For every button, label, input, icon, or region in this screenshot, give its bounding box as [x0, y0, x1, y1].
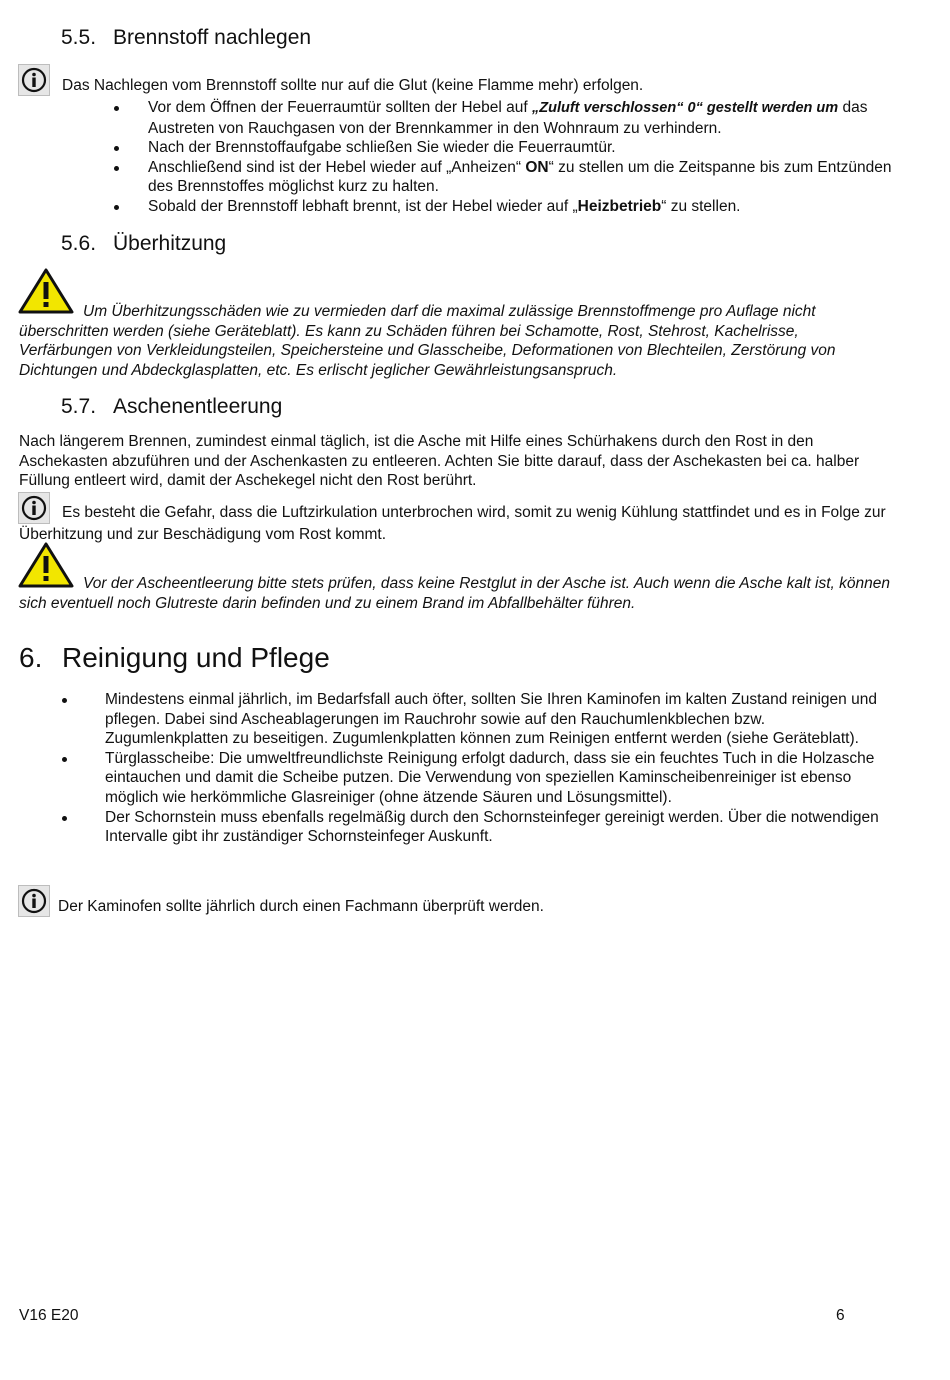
emphasis: „Zuluft verschlossen“ 0: [531, 100, 696, 116]
bullet-list-6: [62, 690, 890, 847]
chapter-heading-6: [19, 641, 330, 675]
section-heading-5-5: [61, 25, 311, 51]
list-item: Der Schornstein muss ebenfalls regelmäßig durch den Schornsteinfeger gereinigt werden. Über die notwendigen Intervalle gibt ihr zuständiger Schornsteinfeger Auskunft.: [62, 808, 890, 847]
chapter-title: Reinigung und Pflege: [62, 642, 330, 673]
info-note: Das Nachlegen vom Brennstoff sollte nur auf die Glut (keine Flamme mehr) erfolgen.: [62, 77, 644, 94]
list-item: Nach der Brennstoffaufgabe schließen Sie wieder die Feuerraumtür.: [104, 138, 894, 158]
section-number: 5.6.: [61, 232, 97, 255]
section-heading-5-6: [61, 231, 226, 257]
bullet-dot: [114, 166, 119, 171]
footer-page-number: 6: [836, 1307, 845, 1324]
list-item: Anschließend sind ist der Hebel wieder auf „Anheizen“ ON“ zu stellen um die Zeitspanne bis zum Entzünden des Brennstoffes möglichst kurz zu halten.: [104, 158, 894, 197]
emphasis: Heizbetrieb: [577, 197, 662, 215]
emphasis: “ gestellt werden um: [695, 100, 839, 116]
bullet-dot: [62, 816, 67, 821]
bullet-dot: [114, 146, 119, 151]
section-number: 5.5.: [61, 26, 97, 49]
chapter-number: 6.: [19, 642, 43, 673]
paragraph: Nach längerem Brennen, zumindest einmal täglich, ist die Asche mit Hilfe eines Schürhakens durch den Rost in den Aschekasten abzuführen und der Aschenkasten zu entleeren. Achten Sie bitte darauf, dass der Aschekasten bei ca. halber Füllung entleert wird, damit der Aschekegel nicht den Rost berührt.: [19, 433, 860, 490]
bullet-dot: [114, 106, 119, 111]
emphasis: ON: [525, 158, 549, 176]
list-item: Türglasscheibe: Die umweltfreundlichste Reinigung erfolgt dadurch, dass sie ein feuchtes Tuch in die Holzasche eintauchen und damit die Scheibe putzen. Die Verwendung von speziellen Kaminscheibenreiniger ist ebenso möglich wie herkömmliche Glasreiniger (ohne ätzende Säuren und Lösungsmittel).: [62, 749, 890, 808]
list-item: Mindestens einmal jährlich, im Bedarfsfall auch öfter, sollten Sie Ihren Kaminofen im kalten Zustand reinigen und pflegen. Dabei sind Ascheablagerungen im Rauchrohr sowie auf den Rauchumlenkblechen bzw. Zugumlenkplatten zu beseitigen. Zugumlenkplatten können zum Reinigen entfernt werden (siehe Geräteblatt).: [62, 690, 890, 749]
list-item: Vor dem Öffnen der Feuerraumtür sollten der Hebel auf „Zuluft verschlossen“ 0“ gestellt werden um das Austreten von Rauchgasen von der Brennkammer in den Wohnraum zu verhindern.: [104, 98, 894, 138]
bullet-list-5-5: [104, 98, 894, 217]
section-number: 5.7.: [61, 395, 97, 418]
info-icon: [18, 64, 50, 96]
warning-note: Vor der Ascheentleerung bitte stets prüfen, dass keine Restglut in der Asche ist. Auch wenn die Asche kalt ist, können sich eventuell noch Glutreste darin befinden und zu einem Brand im Abfallbehälter führen.: [19, 575, 891, 612]
section-title: Überhitzung: [113, 232, 227, 255]
list-item: Sobald der Brennstoff lebhaft brennt, ist der Hebel wieder auf „Heizbetrieb“ zu stellen.: [104, 197, 894, 217]
info-icon: [18, 885, 50, 917]
info-note: Es besteht die Gefahr, dass die Luftzirkulation unterbrochen wird, somit zu wenig Kühlung stattfindet und es in Folge zur Überhitzung und zur Beschädigung vom Rost kommt.: [19, 504, 886, 543]
bullet-dot: [114, 205, 119, 210]
section-heading-5-7: [61, 394, 282, 420]
bullet-dot: [62, 698, 67, 703]
bullet-dot: [62, 757, 67, 762]
footer-model: V16 E20: [19, 1307, 79, 1324]
info-note: Der Kaminofen sollte jährlich durch einen Fachmann überprüft werden.: [58, 898, 544, 915]
section-title: Brennstoff nachlegen: [113, 26, 312, 49]
warning-note: Um Überhitzungsschäden wie zu vermieden darf die maximal zulässige Brennstoffmenge pro Auflage nicht überschritten werden (siehe Geräteblatt). Es kann zu Schäden führen bei Schamotte, Rost, Stehrost, Kachelrisse, Verfärbungen von Verkleidungsteilen, Speichersteine und Glasscheibe, Deformationen von Blechteilen, Zerstörung von Dichtungen und Abdeckglasplatten, etc. Es erlischt jeglicher Gewährleistungsanspruch.: [19, 303, 836, 379]
section-title: Aschenentleerung: [113, 395, 283, 418]
